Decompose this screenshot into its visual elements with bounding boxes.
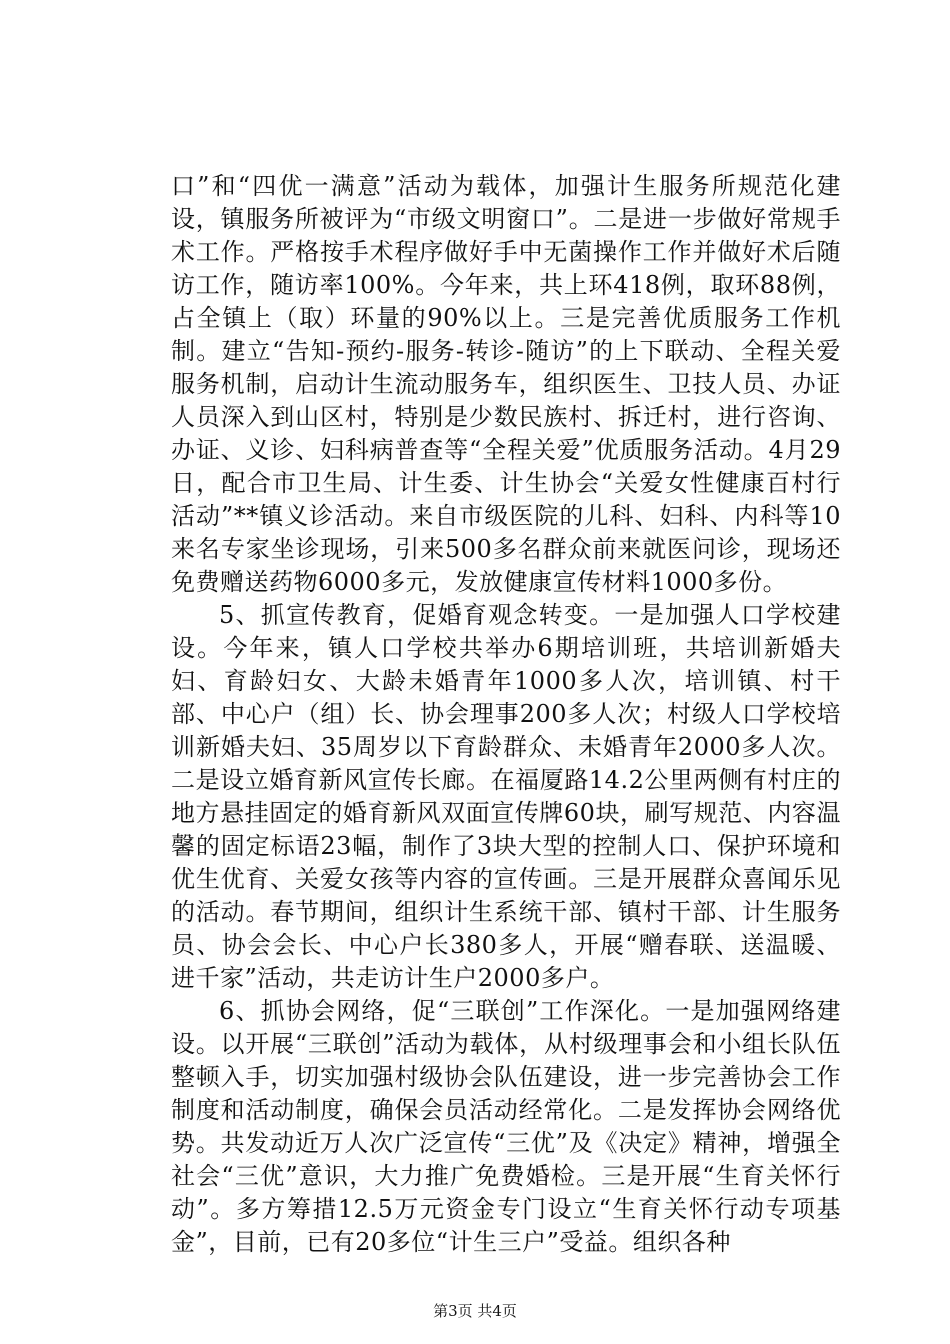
- paragraph-1: 口”和“四优一满意”活动为载体，加强计生服务所规范化建设，镇服务所被评为“市级文明窗口”。二是进一步做好常规手术工作。严格按手术程序做好手中无菌操作工作并做好术后随访工作，随访率100%。今年来，共上环418例，取环88例，占全镇上（取）环量的90%以上。三是完善优质服务工作机制。建立“告知-预约-服务-转诊-随访”的上下联动、全程关爱服务机制，启动计生流动服务车，组织医生、卫技人员、办证人员深入到山区村，特别是少数民族村、拆迁村，进行咨询、办证、义诊、妇科病普查等“全程关爱”优质服务活动。4月29日，配合市卫生局、计生委、计生协会“关爱女性健康百村行活动”**镇义诊活动。来自市级医院的儿科、妇科、内科等10来名专家坐诊现场，引来500多名群众前来就医问诊，现场还免费赠送药物6000多元，发放健康宣传材料1000多份。: [171, 172, 841, 596]
- paragraph-2: 5、抓宣传教育，促婚育观念转变。一是加强人口学校建设。今年来，镇人口学校共举办6期培训班，共培训新婚夫妇、育龄妇女、大龄未婚青年1000多人次，培训镇、村干部、中心户（组）长、协会理事200多人次；村级人口学校培训新婚夫妇、35周岁以下育龄群众、未婚青年2000多人次。二是设立婚育新风宣传长廊。在福厦路14.2公里两侧有村庄的地方悬挂固定的婚育新风双面宣传牌60块，刷写规范、内容温馨的固定标语23幅，制作了3块大型的控制人口、保护环境和优生优育、关爱女孩等内容的宣传画。三是开展群众喜闻乐见的活动。春节期间，组织计生系统干部、镇村干部、计生服务员、协会会长、中心户长380多人，开展“赠春联、送温暖、进千家”活动，共走访计生户2000多户。: [171, 601, 841, 992]
- document-body: [171, 170, 841, 1259]
- page-number-footer: 第3页 共4页: [433, 1302, 517, 1320]
- paragraph-3: 6、抓协会网络，促“三联创”工作深化。一是加强网络建设。以开展“三联创”活动为载体，从村级理事会和小组长队伍整顿入手，切实加强村级协会队伍建设，进一步完善协会工作制度和活动制度，确保会员活动经常化。二是发挥协会网络优势。共发动近万人次广泛宣传“三优”及《决定》精神，增强全社会“三优”意识，大力推广免费婚检。三是开展“生育关怀行动”。多方筹措12.5万元资金专门设立“生育关怀行动专项基金”，目前，已有20多位“计生三户”受益。组织各种: [171, 997, 841, 1256]
